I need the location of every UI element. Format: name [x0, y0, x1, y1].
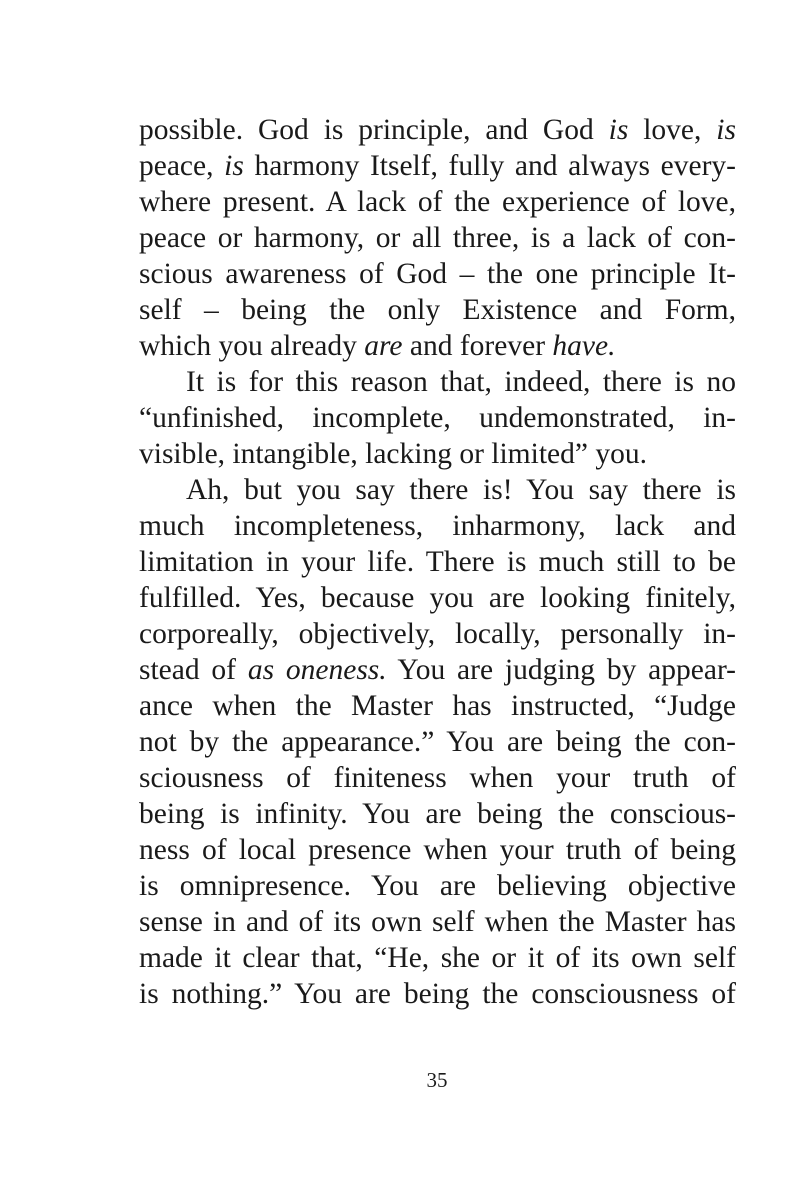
- italic-run: is: [608, 114, 629, 146]
- text-line: [139, 364, 736, 400]
- text-line: [139, 148, 736, 184]
- text-line: [139, 184, 736, 220]
- text-line: [139, 976, 736, 1012]
- body-text: [139, 112, 736, 1012]
- text-run: made it clear that, “He, she or it of its own self: [139, 942, 736, 974]
- text-run: peace or harmony, or all three, is a lack of con-: [139, 222, 736, 254]
- text-run: stead of: [139, 654, 248, 686]
- page-number: 35: [426, 1068, 448, 1092]
- text-run: possible. God is principle, and God: [139, 114, 609, 146]
- text-run: peace,: [139, 150, 225, 182]
- text-run: It is for this reason that, indeed, there is no: [186, 366, 736, 398]
- text-run: harmony Itself, fully and always every-: [243, 150, 737, 182]
- text-line: [139, 544, 736, 580]
- text-line: [139, 688, 736, 724]
- text-run: is omnipresence. You are believing objective: [139, 870, 736, 902]
- text-line: [139, 940, 736, 976]
- text-line: [139, 508, 736, 544]
- text-run: visible, intangible, lacking or limited” you.: [139, 438, 647, 470]
- text-run: sense in and of its own self when the Master has: [139, 906, 736, 938]
- italic-run: is: [716, 114, 736, 146]
- text-run: much incompleteness, inharmony, lack and: [139, 510, 736, 542]
- text-line: [139, 112, 736, 148]
- text-run: and forever: [402, 330, 553, 362]
- text-run: fulfilled. Yes, because you are looking finitely,: [139, 582, 736, 614]
- text-line: [139, 868, 736, 904]
- text-run: limitation in your life. There is much still to be: [139, 546, 736, 578]
- text-line: [139, 580, 736, 616]
- italic-run: are: [364, 330, 403, 362]
- text-run: where present. A lack of the experience of love,: [139, 186, 736, 218]
- text-line: [139, 328, 736, 364]
- text-line: [139, 760, 736, 796]
- text-run: self – being the only Existence and Form,: [139, 294, 736, 326]
- italic-run: have.: [552, 330, 616, 362]
- text-run: ance when the Master has instructed, “Judge: [139, 690, 736, 722]
- text-run: “unfinished, incomplete, undemonstrated, in-: [139, 402, 736, 434]
- text-line: [139, 616, 736, 652]
- text-line: [139, 904, 736, 940]
- italic-run: as oneness.: [247, 654, 387, 686]
- text-line: [139, 472, 736, 508]
- text-run: You are judging by appear-: [386, 654, 736, 686]
- text-line: [139, 832, 736, 868]
- text-run: is nothing.” You are being the consciousness of: [139, 978, 736, 1010]
- text-line: [139, 652, 736, 688]
- text-line: [139, 292, 736, 328]
- text-run: sciousness of finiteness when your truth of: [139, 762, 736, 794]
- text-run: scious awareness of God – the one principle It-: [139, 258, 736, 290]
- text-run: being is infinity. You are being the conscious-: [139, 798, 736, 830]
- italic-run: is: [224, 150, 244, 182]
- text-run: which you already: [139, 330, 365, 362]
- text-line: [139, 220, 736, 256]
- text-run: love,: [628, 114, 717, 146]
- text-line: [139, 436, 736, 472]
- text-run: not by the appearance.” You are being the con-: [139, 726, 736, 758]
- text-line: [139, 400, 736, 436]
- text-run: ness of local presence when your truth of being: [139, 834, 736, 866]
- text-run: corporeally, objectively, locally, personally in-: [139, 618, 736, 650]
- text-line: [139, 796, 736, 832]
- text-run: Ah, but you say there is! You say there is: [186, 474, 736, 506]
- text-line: [139, 256, 736, 292]
- text-line: [139, 724, 736, 760]
